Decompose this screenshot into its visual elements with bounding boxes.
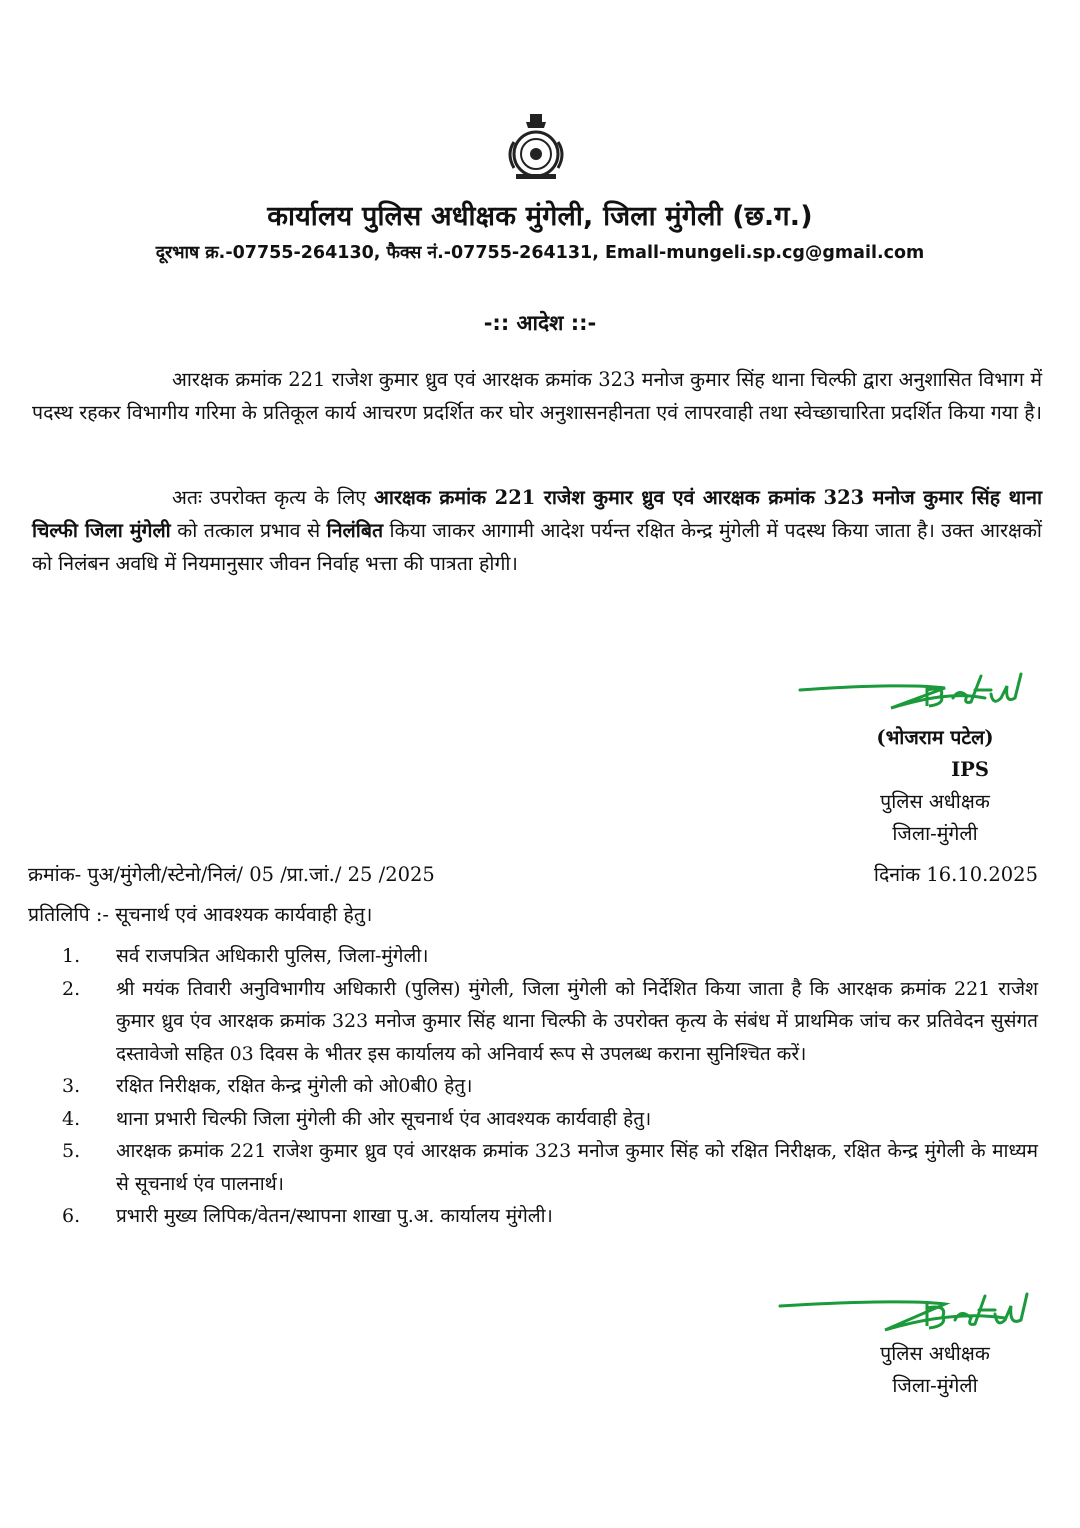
order-paragraph-1 xyxy=(32,363,1042,429)
list-item-text: रक्षित निरीक्षक, रक्षित केन्द्र मुंगेली को ओ0बी0 हेतु। xyxy=(116,1075,473,1097)
signature-icon xyxy=(795,668,1030,728)
list-item-number: 5. xyxy=(62,1140,81,1162)
contact-line: दूरभाष क्र.-07755-264130, फैक्स नं.-07755-264131, Emall-mungeli.sp.cg@gmail.com xyxy=(155,243,925,263)
list-item-number: 1. xyxy=(62,945,81,967)
reference-date: दिनांक 16.10.2025 xyxy=(873,863,1038,886)
signatory-block xyxy=(820,722,1050,850)
list-item-text: श्री मयंक तिवारी अनुविभागीय अधिकारी (पुलिस) मुंगेली, जिला मुंगेली को निर्देशित किया जाता है कि आरक्षक क्रमांक 221 राजेश कुमार ध्रुव एंव आरक्षक क्रमांक 323 मनोज कुमार सिंह थाना चिल्फी के उपरोक्त कृत्य के संबंध में प्राथमिक जांच कर प्रतिवेदन सुसंगत दस्तावेजो सहित 03 दिवस के भीतर इस कार्यालय को अनिवार्य रूप से उपलब्ध कराना सुनिश्चित करें। xyxy=(116,977,1038,1065)
signatory-service: IPS xyxy=(951,758,989,781)
list-item xyxy=(28,973,1038,1071)
copy-to-list xyxy=(28,940,1038,1233)
footer-signatory-block xyxy=(820,1338,1050,1402)
footer-district: जिला-मुंगेली xyxy=(892,1374,978,1397)
copy-to-heading: प्रतिलिपि :- सूचनार्थ एवं आवश्यक कार्यवाही हेतु। xyxy=(28,903,373,926)
para2-bold2: निलंबित xyxy=(326,519,384,542)
para2-part1: अतः उपरोक्त कृत्य के लिए xyxy=(172,486,375,509)
order-paragraph-2 xyxy=(32,481,1042,580)
signatory-name: (भोजराम पटेल) xyxy=(876,726,994,749)
list-item xyxy=(28,1070,1038,1103)
para2-bold1: आरक्षक क्रमांक 221 राजेश कुमार ध्रुव एवं आरक्षक क्रमांक 323 मनोज कुमार सिंह थाना चिल्फी जिला मुंगेली xyxy=(32,486,1042,542)
list-item xyxy=(28,940,1038,973)
list-item-text: सर्व राजपत्रित अधिकारी पुलिस, जिला-मुंगेली। xyxy=(116,945,429,967)
office-title: कार्यालय पुलिस अधीक्षक मुंगेली, जिला मुंगेली (छ.ग.) xyxy=(267,201,813,232)
list-item-number: 4. xyxy=(62,1107,81,1130)
list-item-text: प्रभारी मुख्य लिपिक/वेतन/स्थापना शाखा पु.अ. कार्यालय मुंगेली। xyxy=(116,1205,553,1227)
list-item xyxy=(28,1135,1038,1200)
para2-part2: को तत्काल प्रभाव से xyxy=(170,519,327,542)
para2-part3: किया जाकर आगामी आदेश पर्यन्त रक्षित केन्द्र मुंगेली में पदस्थ किया जाता है। उक्त आरक्षकों को निलंबन अवधि में नियमानुसार जीवन निर्वाह भत्ता की पात्रता होगी। xyxy=(32,519,1042,575)
signatory-district: जिला-मुंगेली xyxy=(892,822,978,845)
list-item xyxy=(28,1200,1038,1233)
list-item-number: 6. xyxy=(62,1205,81,1227)
order-heading: -:: आदेश ::- xyxy=(483,311,597,335)
list-item-number: 2. xyxy=(62,977,81,1000)
list-item-text: थाना प्रभारी चिल्फी जिला मुंगेली की ओर सूचनार्थ एंव आवश्यक कार्यवाही हेतु। xyxy=(116,1107,652,1130)
list-item-text: आरक्षक क्रमांक 221 राजेश कुमार ध्रुव एवं आरक्षक क्रमांक 323 मनोज कुमार सिंह को रक्षित निरीक्षक, रक्षित केन्द्र मुंगेली के माध्यम से सूचनार्थ एंव पालनार्थ। xyxy=(116,1140,1038,1195)
signatory-designation: पुलिस अधीक्षक xyxy=(880,790,990,813)
reference-line xyxy=(28,860,1038,887)
reference-number: क्रमांक- पुअ/मुंगेली/स्टेनो/निलं/ 05 /प्रा.जां./ 25 /2025 xyxy=(28,863,435,886)
footer-designation: पुलिस अधीक्षक xyxy=(880,1342,990,1365)
list-item-number: 3. xyxy=(62,1075,81,1097)
police-emblem-icon xyxy=(496,112,576,182)
list-item xyxy=(28,1103,1038,1136)
para1-text: आरक्षक क्रमांक 221 राजेश कुमार ध्रुव एवं आरक्षक क्रमांक 323 मनोज कुमार सिंह थाना चिल्फी द्वारा अनुशासित विभाग में पदस्थ रहकर विभागीय गरिमा के प्रतिकूल कार्य आचरण प्रदर्शित कर घोर अनुशासनहीनता एवं लापरवाही तथा स्वेच्छाचारिता प्रदर्शित किया गया है। xyxy=(32,368,1042,424)
